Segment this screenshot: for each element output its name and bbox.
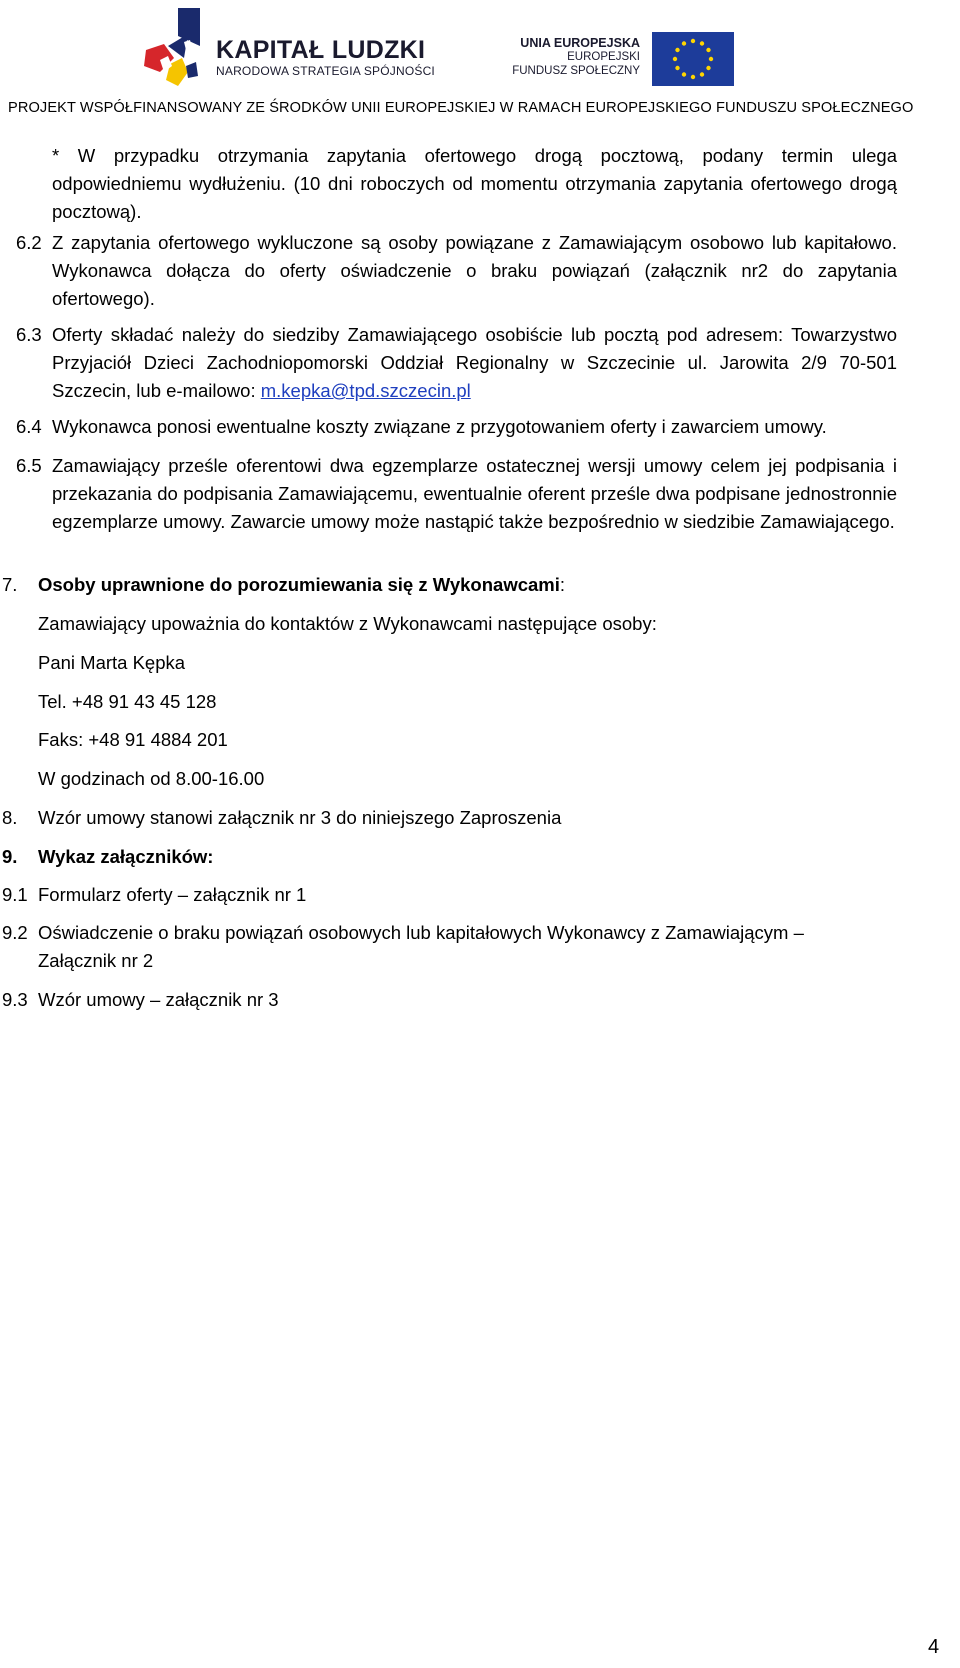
- section-6-3-body: Oferty składać należy do siedziby Zamawiającego osobiście lub pocztą pod adresem: Towarzystwo Przyjaciół Dzieci Zachodniopomorski Oddział Regionalny w Szczecinie ul. Jarowita 2/9 70-501 Szczecin, lub e-mailowo:: [52, 324, 897, 401]
- project-cofinancing-line: PROJEKT WSPÓŁFINANSOWANY ZE ŚRODKÓW UNII EUROPEJSKIEJ W RAMACH EUROPEJSKIEGO FUNDUSZU SPOŁECZNEGO: [8, 100, 914, 116]
- attachment-9-3-number: 9.3: [2, 989, 28, 1010]
- section-8-text: Wzór umowy stanowi załącznik nr 3 do niniejszego Zaproszenia: [38, 807, 562, 828]
- eu-label: [510, 36, 640, 78]
- section-6-3-number: 6.3: [16, 324, 42, 345]
- eu-label-line3: FUNDUSZ SPOŁECZNY: [512, 65, 640, 77]
- contact-hours: W godzinach od 8.00-16.00: [38, 768, 265, 789]
- postal-note: * W przypadku otrzymania zapytania ofertowego drogą pocztową, podany termin ulega odpowiedniemu wydłużeniu. (10 dni roboczych od momentu otrzymania zapytania ofertowego drogą pocztową).: [52, 145, 897, 222]
- contact-phone: Tel. +48 91 43 45 128: [38, 691, 217, 712]
- eu-label-line2: EUROPEJSKI: [567, 51, 640, 63]
- section-7-title: Osoby uprawnione do porozumiewania się z Wykonawcami: [38, 574, 560, 595]
- section-7-colon: :: [559, 574, 566, 595]
- section-6-2-number: 6.2: [16, 232, 42, 253]
- kapital-ludzki-logo-icon: [138, 6, 208, 98]
- contact-email-link[interactable]: m.kepka@tpd.szczecin.pl: [260, 380, 471, 401]
- section-6-5-number: 6.5: [16, 455, 42, 476]
- eu-flag-icon: [652, 32, 734, 86]
- section-7-number: 7.: [2, 574, 18, 595]
- attachment-9-1-number: 9.1: [2, 884, 28, 905]
- section-7-heading: [38, 571, 565, 599]
- section-6-4-text: Wykonawca ponosi ewentualne koszty związane z przygotowaniem oferty i zawarciem umowy.: [52, 416, 827, 437]
- contact-person: Pani Marta Kępka: [38, 652, 186, 673]
- attachment-9-3-text: Wzór umowy – załącznik nr 3: [38, 989, 279, 1010]
- section-8-number: 8.: [2, 807, 18, 828]
- section-9-title: Wykaz załączników:: [38, 846, 214, 867]
- attachment-9-2-number: 9.2: [2, 922, 28, 943]
- attachment-9-2-text: Oświadczenie o braku powiązań osobowych lub kapitałowych Wykonawcy z Zamawiającym – Załącznik nr 2: [38, 922, 804, 971]
- section-7-intro: Zamawiający upoważnia do kontaktów z Wykonawcami następujące osoby:: [38, 613, 657, 634]
- page-number: 4: [928, 1636, 940, 1658]
- section-6-5-text: Zamawiający prześle oferentowi dwa egzemplarze ostatecznej wersji umowy celem jej podpisania i przekazania do podpisania Zamawiającemu, ewentualnie oferent prześle dwa podpisane jednostronnie egzemplarze umowy. Zawarcie umowy może nastąpić także bezpośrednio w siedzibie Zamawiającego.: [52, 455, 897, 532]
- logo-title: KAPITAŁ LUDZKI: [216, 36, 426, 64]
- page-header: [0, 0, 960, 124]
- section-6-2-text: Z zapytania ofertowego wykluczone są osoby powiązane z Zamawiającym osobowo lub kapitałowo. Wykonawca dołącza do oferty oświadczenie o braku powiązań (załącznik nr2 do zapytania ofertowego).: [52, 232, 897, 309]
- attachment-9-1-text: Formularz oferty – załącznik nr 1: [38, 884, 307, 905]
- contact-fax: Faks: +48 91 4884 201: [38, 729, 228, 750]
- section-6-3-text: [52, 321, 897, 405]
- section-6-4-number: 6.4: [16, 416, 42, 437]
- logo-subtitle: NARODOWA STRATEGIA SPÓJNOŚCI: [216, 64, 435, 78]
- eu-label-line1: UNIA EUROPEJSKA: [520, 36, 640, 50]
- section-9-number: 9.: [2, 846, 18, 867]
